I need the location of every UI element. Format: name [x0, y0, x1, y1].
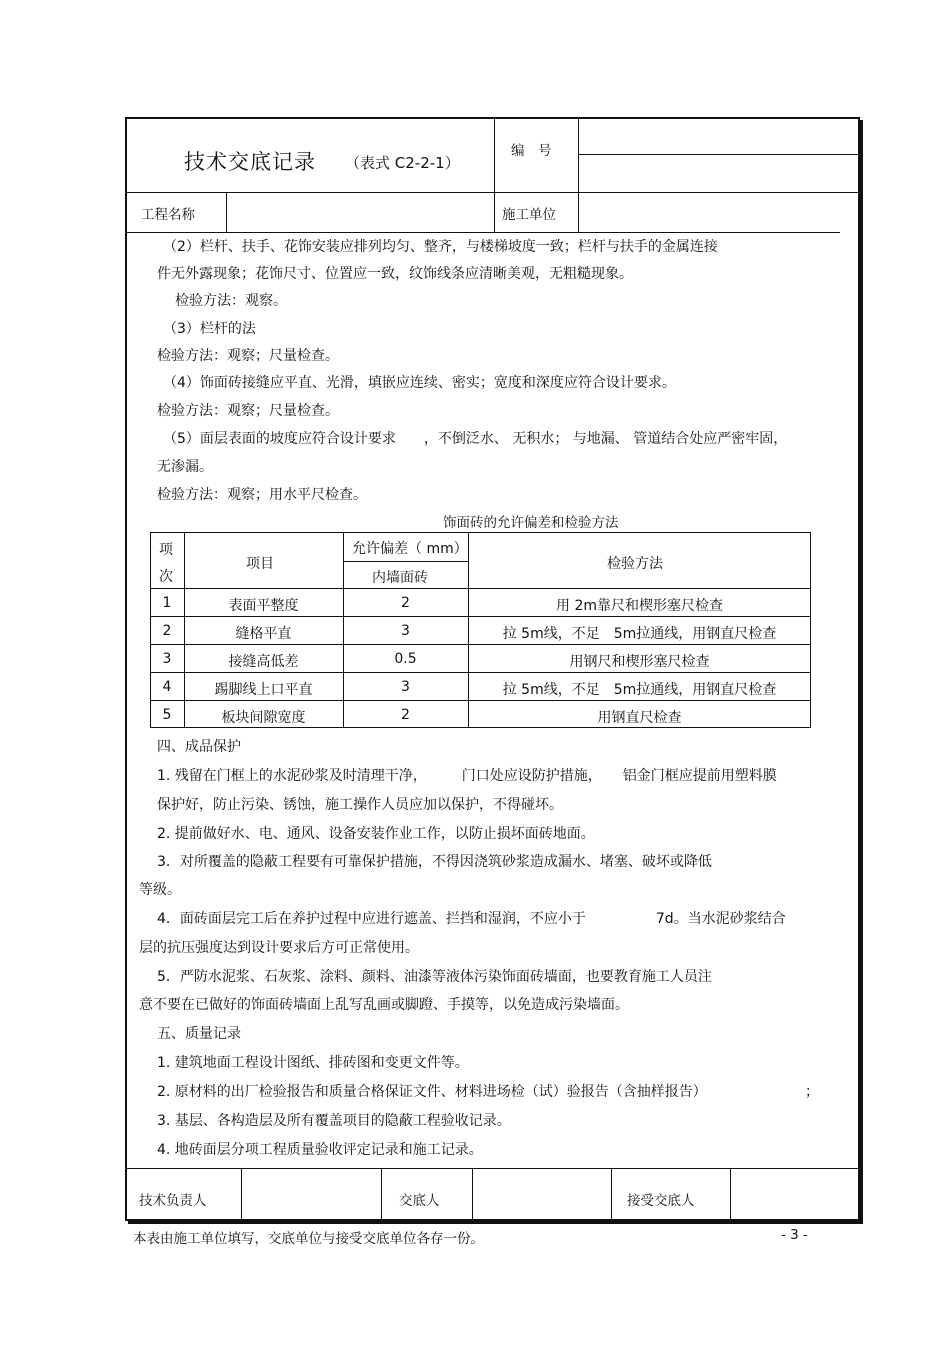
table-row-line [150, 700, 811, 701]
header-bottom-line [126, 192, 860, 193]
section-line: 等级。 [139, 882, 181, 898]
section-line: 3．对所覆盖的隐蔽工程要有可靠保护措施，不得因浇筑砂浆造成漏水、堵塞、破坏或降低 [157, 854, 712, 870]
paragraph-line: （3）栏杆的法 [163, 321, 256, 337]
page-number: - 3 - [781, 1227, 808, 1243]
signature-row-line [126, 1168, 860, 1169]
presenter-signature-field[interactable] [475, 1171, 608, 1218]
paragraph-line: 检验方法：观察；尺量检查。 [157, 348, 339, 364]
frame-shadow-right [860, 120, 863, 1223]
table-cell-method: 用钢直尺检查 [597, 710, 682, 726]
number-row-line [578, 154, 860, 155]
paragraph-line: 检验方法：观察。 [175, 293, 287, 309]
section-line: 1. 残留在门框上的水泥砂浆及时清理干净， 门口处应设防护措施， 铝金门框应提前用塑料膜 [157, 768, 777, 784]
table-cell-method: 拉 5m线，不足 5m拉通线，用钢直尺检查 [502, 626, 777, 642]
table-cell-no: 2 [162, 623, 172, 639]
table-cell-item: 表面平整度 [228, 598, 299, 614]
section-line: 保护好，防止污染、锈蚀，施工操作人员应加以保护，不得碰坏。 [157, 797, 563, 813]
construction-unit-label: 施工单位 [502, 207, 556, 223]
paragraph-line: 无渗漏。 [157, 459, 213, 475]
header-divider-2 [578, 118, 579, 232]
signature-divider [472, 1168, 473, 1221]
table-row-line [150, 672, 811, 673]
form-code: （表式 C2-2-1） [345, 154, 460, 172]
construction-unit-field[interactable] [582, 196, 856, 228]
table-row-line [150, 644, 811, 645]
receiver-signature-field[interactable] [733, 1171, 857, 1218]
table-cell-tolerance: 2 [401, 707, 410, 723]
project-name-label: 工程名称 [141, 207, 195, 223]
paragraph-line: 检验方法：观察；用水平尺检查。 [157, 487, 367, 503]
project-name-field[interactable] [232, 196, 490, 228]
table-cell-tolerance: 3 [401, 623, 410, 639]
tech-lead-signature-field[interactable] [244, 1171, 378, 1218]
table-header-item: 项目 [246, 556, 274, 572]
table-header-seq: 次 [159, 569, 173, 585]
section-line: 1. 建筑地面工程设计图纸、排砖图和变更文件等。 [157, 1055, 469, 1071]
table-header-method: 检验方法 [607, 556, 663, 572]
section-line: 4. 地砖面层分项工程质量验收评定记录和施工记录。 [157, 1142, 483, 1158]
table-cell-item: 踢脚线上口平直 [214, 682, 313, 698]
section-line-punctuation: ； [805, 1084, 819, 1100]
table-cell-tolerance: 2 [401, 595, 410, 611]
table-row-line [150, 616, 811, 617]
footer-note: 本表由施工单位填写，交底单位与接受交底单位各存一份。 [133, 1231, 484, 1247]
form-title: 技术交底记录 [184, 150, 316, 174]
project-row-line [126, 232, 840, 233]
project-name-divider [226, 192, 227, 232]
paragraph-line: 件无外露现象；花饰尺寸、位置应一致，纹饰线条应清晰美观，无粗糙现象。 [157, 266, 633, 282]
paragraph-line: 检验方法：观察；尺量检查。 [157, 403, 339, 419]
table-cell-no: 4 [162, 679, 172, 695]
section-line: 4．面砖面层完工后在养护过程中应进行遮盖、拦挡和湿润，不应小于 7d。当水泥砂浆结合 [157, 911, 786, 927]
signature-divider [611, 1168, 612, 1221]
paragraph-line: （4）饰面砖接缝应平直、光滑，填嵌应连续、密实；宽度和深度应符合设计要求。 [163, 375, 676, 391]
paragraph-line: （2）栏杆、扶手、花饰安装应排列均匀、整齐，与楼梯坡度一致；栏杆与扶手的金属连接 [163, 239, 718, 255]
tech-lead-label: 技术负责人 [139, 1193, 207, 1209]
table-cell-item: 缝格平直 [235, 626, 292, 642]
signature-divider [241, 1168, 242, 1221]
section-heading: 五、质量记录 [157, 1026, 241, 1042]
presenter-label: 交底人 [399, 1193, 440, 1209]
section-heading: 四、成品保护 [157, 739, 241, 755]
table-row-line [150, 588, 811, 589]
table-cell-tolerance: 3 [401, 679, 410, 695]
table-cell-no: 3 [162, 651, 172, 667]
receiver-label: 接受交底人 [627, 1193, 695, 1209]
table-cell-method: 用钢尺和楔形塞尺检查 [569, 654, 710, 670]
table-cell-method: 拉 5m线，不足 5m拉通线，用钢直尺检查 [502, 682, 777, 698]
table-caption: 饰面砖的允许偏差和检验方法 [443, 515, 619, 531]
section-line: 层的抗压强度达到设计要求后方可正常使用。 [139, 940, 419, 956]
number-field[interactable] [582, 121, 856, 151]
table-cell-item: 板块间隙宽度 [221, 710, 306, 726]
table-cell-no: 1 [162, 595, 172, 611]
signature-divider [730, 1168, 731, 1221]
signature-divider [381, 1168, 382, 1221]
number-label: 编 号 [511, 143, 552, 159]
section-line: 5．严防水泥浆、石灰浆、涂料、颜料、油漆等液体污染饰面砖墙面，也要教育施工人员注 [157, 969, 712, 985]
section-line: 2. 提前做好水、电、通风、设备安装作业工作，以防止损坏面砖地面。 [157, 826, 595, 842]
section-line: 意不要在已做好的饰面砖墙面上乱写乱画或脚蹬、手摸等，以免造成污染墙面。 [139, 997, 629, 1013]
table-subheader-line [343, 561, 468, 562]
table-header-tolerance-sub: 内墙面砖 [372, 570, 428, 586]
table-cell-item: 接缝高低差 [228, 654, 299, 670]
header-divider-1 [494, 118, 495, 232]
table-cell-no: 5 [162, 707, 172, 723]
table-header-seq: 项 [159, 542, 173, 558]
frame-shadow-bottom [128, 1221, 863, 1224]
table-cell-tolerance: 0.5 [394, 651, 417, 667]
section-line: 3. 基层、各构造层及所有覆盖项目的隐蔽工程验收记录。 [157, 1113, 511, 1129]
paragraph-line: （5）面层表面的坡度应符合设计要求 ，不倒泛水、 无积水； 与地漏、 管道结合处应严密牢固， [163, 431, 788, 447]
table-header-tolerance: 允许偏差（ mm） [352, 541, 468, 557]
section-line: 2. 原材料的出厂检验报告和质量合格保证文件、材料进场检（试）验报告（含抽样报告） [157, 1084, 707, 1100]
table-cell-method: 用 2m靠尺和楔形塞尺检查 [556, 598, 723, 614]
